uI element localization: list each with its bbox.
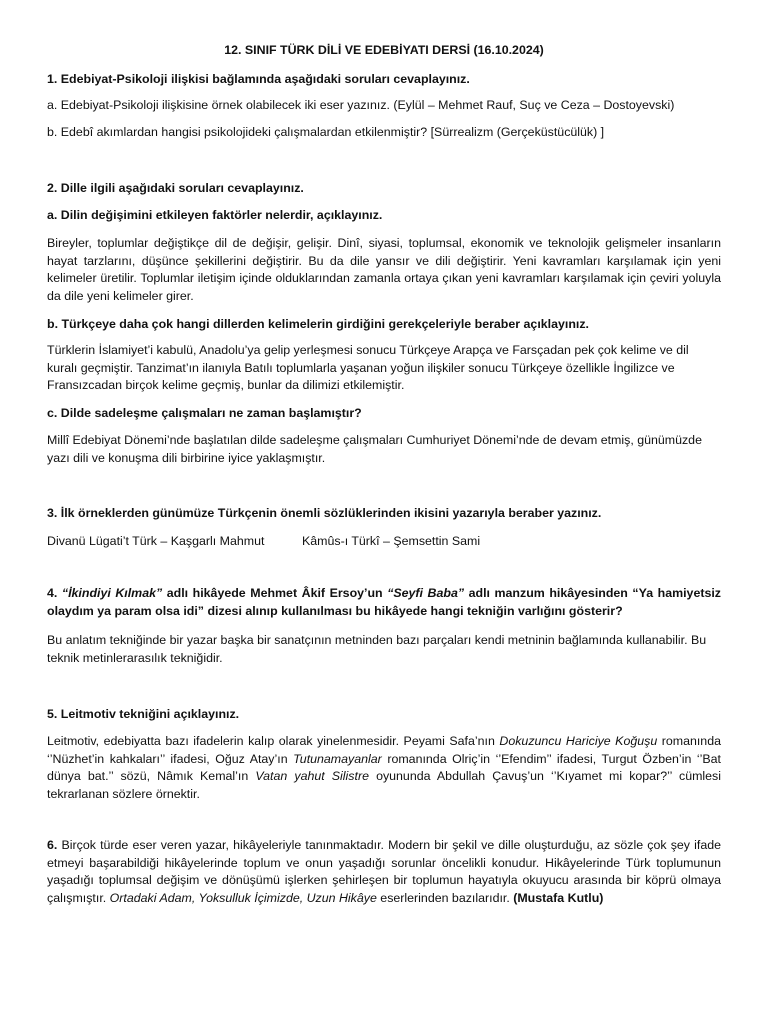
q6-answer: (Mustafa Kutlu) — [513, 890, 604, 905]
q3-heading: 3. İlk örneklerden günümüze Türkçenin önemli sözlüklerinden ikisini yazarıyla beraber yazınız. — [47, 506, 602, 520]
q1-b: b. Edebî akımlardan hangisi psikolojideki çalışmalardan etkilenmiştir? [Sürrealizm (Gerçeküstücülük) ] — [47, 125, 605, 139]
q4-story-title: “İkindiyi Kılmak” — [61, 586, 163, 600]
q1-heading: 1. Edebiyat-Psikoloji ilişkisi bağlamında aşağıdaki soruları cevaplayınız. — [47, 72, 470, 86]
q3-answer-1: Divanü Lügati’t Türk – Kaşgarlı Mahmut — [47, 534, 265, 548]
q1-a: a. Edebiyat-Psikoloji ilişkisine örnek olabilecek iki eser yazınız. (Eylül – Mehmet Rauf, Suç ve Ceza – Dostoyevski) — [47, 98, 675, 112]
q5-book-1: Dokuzuncu Hariciye Koğuşu — [499, 734, 658, 748]
q5-book-3: Vatan yahut Silistre — [255, 769, 369, 783]
q4-answer: Bu anlatım tekniğinde bir yazar başka bir sanatçının metninden bazı parçaları kendi metninin bağlamında kullanabilir. Bu teknik metinlerarasılık tekniğidir. — [47, 633, 707, 665]
q4-question: 4. “İkindiyi Kılmak” adlı hikâyede Mehmet Âkif Ersoy’un “Seyfi Baba” adlı manzum hikâyesinden “Ya hamiyetsiz olaydım ya param olsa idi” dizesi alınıp kullanılması bu hikâyede hangi tekniğin varlığını gösterir? — [47, 586, 721, 618]
q2-a-answer: Bireyler, toplumlar değiştikçe dil de değişir, gelişir. Dinî, siyasi, toplumsal, ekonomik ve teknolojik gelişmeler insanların hayat tarzlarını, düşünce şekillerini değiştirir. Bu da dile yansır ve dili değiştirir. Yeni kavramları karşılamak için yeni kelimeler üretilir. Toplumlar iletişim içinde olduklarından zamanla ortaya çıkan yeni kavramları karşılamak için çeviri yoluyla da dile yeni kelimeler girer. — [47, 236, 721, 303]
q2-b-question: b. Türkçeye daha çok hangi dillerden kelimelerin girdiğini gerekçeleriyle beraber açıklayınız. — [47, 317, 589, 331]
page-title: 12. SINIF TÜRK DİLİ VE EDEBİYATI DERSİ (16.10.2024) — [224, 43, 544, 57]
q6-question: 6. Birçok türde eser veren yazar, hikâyeleriyle tanınmaktadır. Modern bir şekil ve dille oluşturduğu, az sözle çok şey ifade etmeyi başarabildiği hikâyelerinde toplum ve onun yaşadığı sorunlar öncelikli konudur. Hikâyelerinde Türk toplumunun yaşadığı toplumsal değişim ve dönüşümü işlerken şehirleşen bir toplumun hayatıyla okuyucu arasında bir köprü olmaya çalışmıştır. Ortadaki Adam, Yoksulluk İçimizde, Uzun Hikâye eserlerinden bazılarıdır. (Mustafa Kutlu) — [47, 838, 721, 905]
q2-b-answer: Türklerin İslamiyet’i kabulü, Anadolu’ya gelip yerleşmesi sonucu Türkçeye Arapça ve Farsçadan pek çok kelime ve dil kuralı geçmiştir. Tanzimat’ın ilanıyla Batılı toplumlarla yaşanan yoğun ilişkiler sonucu Türkçeye özellikle İngilizce ve Fransızcadan birçok kelime geçmiş, bunlar da dilimizi etkilemiştir. — [47, 343, 689, 392]
q5-book-2: Tutunamayanlar — [293, 751, 382, 766]
q2-c-answer: Millî Edebiyat Dönemi’nde başlatılan dilde sadeleşme çalışmaları Cumhuriyet Dönemi’nde de devam etmiş, günümüzde yazı dili ve konuşma dili birbirine iyice yaklaşmıştır. — [47, 433, 702, 465]
q2-heading: 2. Dille ilgili aşağıdaki soruları cevaplayınız. — [47, 181, 304, 195]
q2-c-question: c. Dilde sadeleşme çalışmaları ne zaman başlamıştır? — [47, 406, 362, 420]
q4-poem-title: “Seyfi Baba” — [387, 586, 465, 600]
q6-works: Ortadaki Adam, Yoksulluk İçimizde, Uzun Hikâye — [109, 890, 377, 905]
q5-answer: Leitmotiv, edebiyatta bazı ifadelerin kalıp olarak yinelenmesidir. Peyami Safa’nın Dokuzuncu Hariciye Koğuşu romanında ‘’Nüzhet’in kahkaları’’ ifadesi, Oğuz Atay’ın Tutunamayanlar romanında Olriç’in ‘’Efendim’’ ifadesi, Turgut Özben’in ‘’Bat dünya bat.’’ sözü, Nâmık Kemal’ın Vatan yahut Silistre oyununda Abdullah Çavuş’un ‘’Kıyamet mi kopar?’’ cümlesi tekrarlanan sözlere örnektir. — [47, 734, 722, 801]
q3-answer-2: Kâmûs-ı Türkî – Şemsettin Sami — [302, 534, 481, 548]
q5-heading: 5. Leitmotiv tekniğini açıklayınız. — [47, 707, 240, 721]
q2-a-question: a. Dilin değişimini etkileyen faktörler nelerdir, açıklayınız. — [47, 208, 383, 222]
